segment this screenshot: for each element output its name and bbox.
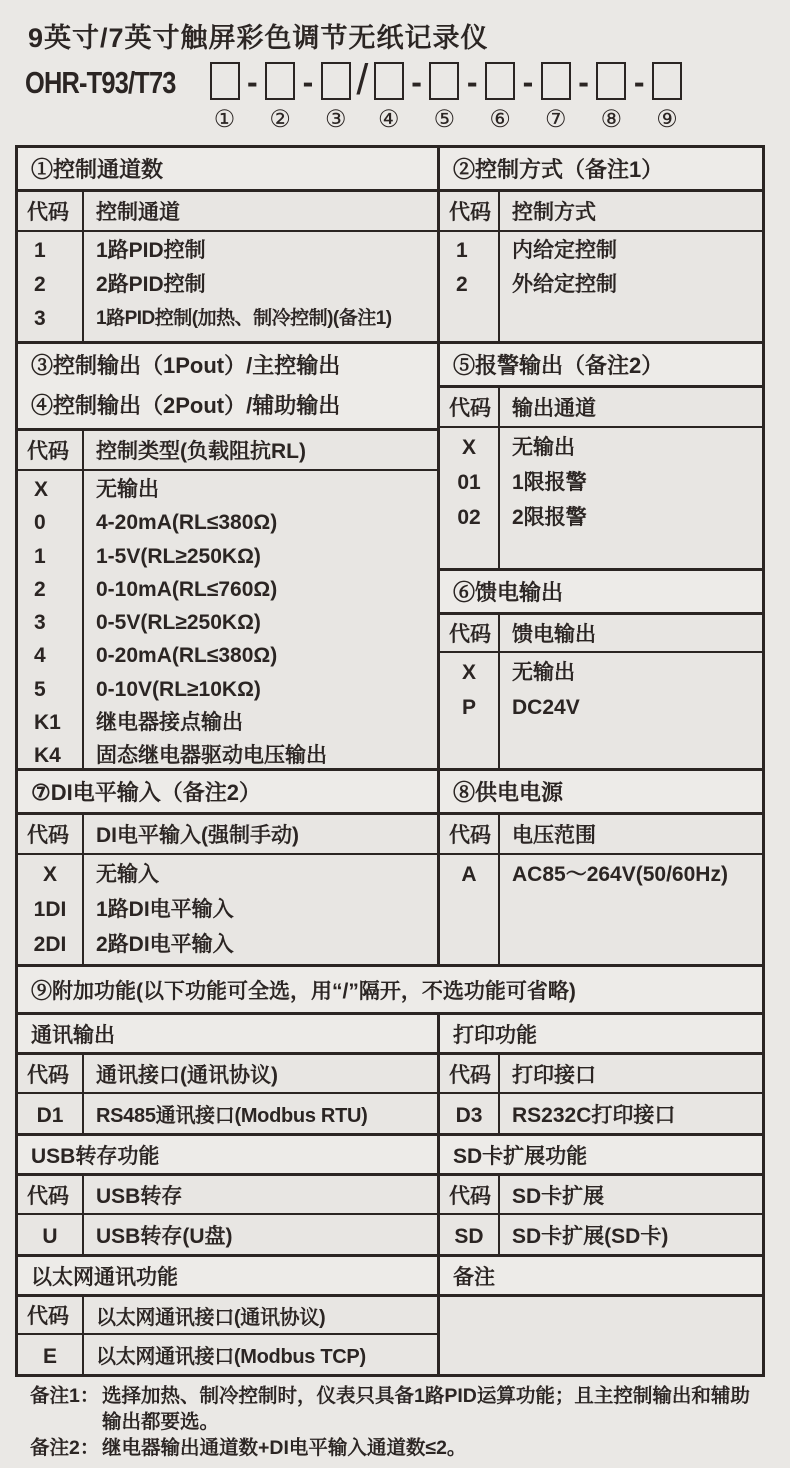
section-2-title: ②控制方式（备注1） <box>440 148 762 192</box>
desc-column <box>84 855 437 964</box>
section-2-rows <box>440 232 762 341</box>
model-box <box>374 62 404 100</box>
section-1 <box>18 148 440 341</box>
code-value: K4 <box>34 744 61 768</box>
desc-column <box>84 1094 437 1133</box>
section-sd <box>440 1136 762 1254</box>
note-1 <box>30 1383 765 1435</box>
desc-value: 1-5V(RL≥250KΩ) <box>96 544 261 568</box>
section-7-title: ⑦DI电平输入（备注2） <box>18 771 437 815</box>
section-6-rows <box>440 653 762 768</box>
desc-value: 0-20mA(RL≤380Ω) <box>96 644 278 668</box>
code-value: A <box>461 863 477 886</box>
section-ethernet <box>18 1257 440 1374</box>
desc-value: SD卡扩展(SD卡) <box>512 1225 669 1248</box>
section-8-rows <box>440 855 762 964</box>
model-separator-dash: - <box>411 63 422 100</box>
section-usb <box>18 1136 440 1254</box>
code-value: P <box>461 696 476 719</box>
note-2 <box>30 1435 765 1461</box>
section-5-column-headers <box>440 388 762 428</box>
sd-rows <box>440 1215 762 1254</box>
section-5-rows <box>440 428 762 568</box>
code-value: X <box>34 478 49 501</box>
desc-header: 打印接口 <box>512 1063 596 1087</box>
code-column <box>18 1335 84 1374</box>
desc-header: 输出通道 <box>512 397 596 420</box>
model-box <box>652 62 682 100</box>
code-column <box>440 855 500 964</box>
code-value: D3 <box>455 1104 483 1127</box>
model-separator-dash: - <box>247 63 258 100</box>
section-remark <box>440 1257 762 1374</box>
desc-header: USB转存 <box>96 1184 183 1208</box>
desc-value: 无输出 <box>96 478 159 501</box>
desc-column <box>500 1094 762 1133</box>
code-header: 代码 <box>18 1297 84 1333</box>
desc-value: RS232C打印接口 <box>512 1104 676 1127</box>
ethernet-rows <box>18 1335 437 1374</box>
desc-column <box>84 1335 437 1374</box>
page-title: 9英寸/7英寸触屏彩色调节无纸记录仪 <box>28 23 489 53</box>
desc-value: 1路DI电平输入 <box>96 898 234 921</box>
desc-value: 固态继电器驱动电压输出 <box>96 744 327 768</box>
desc-column <box>500 232 762 341</box>
band-usb-sd <box>18 1133 762 1254</box>
remark-empty-cell <box>440 1297 762 1374</box>
code-column <box>440 653 500 768</box>
ethernet-column-headers <box>18 1297 437 1335</box>
comm-column-headers <box>18 1055 437 1094</box>
desc-value: 1限报警 <box>512 471 587 494</box>
band-sections-3-6 <box>18 341 762 768</box>
band-eth-remark <box>18 1254 762 1374</box>
model-box <box>485 62 515 100</box>
code-value: 4 <box>34 644 46 668</box>
model-box <box>321 62 351 100</box>
code-value: 1 <box>34 239 46 262</box>
code-value: 2DI <box>33 933 67 956</box>
section-6-column-headers <box>440 615 762 653</box>
code-value: 1 <box>456 239 468 262</box>
desc-value: AC85～264V(50/60Hz) <box>512 863 728 886</box>
band-sections-7-8 <box>18 768 762 964</box>
desc-value: 0-5V(RL≥250KΩ) <box>96 611 261 635</box>
code-header: 代码 <box>18 431 84 469</box>
position-number: ⑥ <box>489 106 511 133</box>
band-section-9 <box>18 964 762 1012</box>
section-8 <box>440 771 762 964</box>
code-column <box>18 1215 84 1254</box>
desc-header: 控制类型(负载阻抗RL) <box>96 440 306 463</box>
comm-title: 通讯输出 <box>18 1015 437 1055</box>
desc-header: 通讯接口(通讯协议) <box>96 1063 278 1087</box>
section-5-6 <box>440 344 762 768</box>
desc-header: DI电平输入(强制手动) <box>96 824 299 847</box>
code-header: 代码 <box>18 815 84 853</box>
code-value: D1 <box>36 1104 64 1127</box>
code-column <box>440 1094 500 1133</box>
desc-value: 无输出 <box>512 436 575 459</box>
model-unit-4 <box>373 62 404 133</box>
usb-title: USB转存功能 <box>18 1136 437 1176</box>
model-box <box>541 62 571 100</box>
position-number: ④ <box>378 106 400 133</box>
desc-value: 1路PID控制(加热、制冷控制)(备注1) <box>96 308 392 329</box>
note-label: 备注1： <box>30 1385 100 1407</box>
note-text: 继电器输出通道数+DI电平输入通道数≤2。 <box>102 1437 467 1459</box>
model-separator-dash: - <box>522 63 534 100</box>
code-column <box>18 1094 84 1133</box>
section-3-4-title <box>18 344 437 431</box>
model-unit-6 <box>485 62 516 133</box>
desc-header: SD卡扩展 <box>512 1184 605 1208</box>
desc-value: DC24V <box>512 696 580 719</box>
print-column-headers <box>440 1055 762 1094</box>
usb-rows <box>18 1215 437 1254</box>
section-comm <box>18 1015 440 1133</box>
code-column <box>18 855 84 964</box>
desc-column <box>84 471 437 768</box>
code-header: 代码 <box>440 192 500 230</box>
code-value: 2 <box>456 273 468 296</box>
code-column <box>440 232 500 341</box>
desc-value: 内给定控制 <box>512 239 617 262</box>
ethernet-title: 以太网通讯功能 <box>18 1257 437 1297</box>
code-header: 代码 <box>440 815 500 853</box>
model-code-line <box>25 55 689 133</box>
position-number: ⑦ <box>544 106 567 133</box>
desc-value: 继电器接点输出 <box>96 711 243 735</box>
code-column <box>18 471 84 768</box>
model-box <box>429 62 459 100</box>
desc-column <box>500 1215 762 1254</box>
code-value: SD <box>454 1225 484 1248</box>
desc-value: 2限报警 <box>512 506 587 529</box>
section-7-rows <box>18 855 437 964</box>
code-column <box>440 1215 500 1254</box>
band-comm-print <box>18 1012 762 1133</box>
code-header: 代码 <box>18 1176 84 1213</box>
section-3-4 <box>18 344 440 768</box>
position-number: ① <box>213 106 236 133</box>
desc-column <box>500 653 762 768</box>
sd-title: SD卡扩展功能 <box>440 1136 762 1176</box>
code-value: X <box>461 436 476 459</box>
section-9-title: ⑨附加功能(以下功能可全选，用“/”隔开，不选功能可省略) <box>18 967 762 1012</box>
code-column <box>18 232 84 341</box>
position-number: ⑤ <box>433 106 456 133</box>
sd-column-headers <box>440 1176 762 1215</box>
section-print <box>440 1015 762 1133</box>
code-value: X <box>461 661 476 684</box>
model-separator-dash: - <box>633 63 645 100</box>
section-3-4-rows <box>18 471 437 768</box>
model-box <box>596 62 626 100</box>
code-value: X <box>42 863 57 886</box>
section-2 <box>440 148 762 341</box>
position-number: ⑨ <box>656 106 678 133</box>
code-header: 代码 <box>18 192 84 230</box>
section-8-title: ⑧供电电源 <box>440 771 762 815</box>
desc-header: 控制通道 <box>96 201 180 224</box>
note-label: 备注2： <box>30 1437 100 1459</box>
model-unit-8 <box>596 62 627 133</box>
desc-column <box>500 855 762 964</box>
spec-table <box>15 145 765 1377</box>
model-separator-dash: - <box>466 63 478 100</box>
code-header: 代码 <box>18 1055 84 1092</box>
model-box <box>210 62 240 100</box>
section-3-4-column-headers <box>18 431 437 471</box>
code-value: K1 <box>34 711 61 735</box>
section-3-title: ③控制输出（1Pout）/主控输出 <box>31 353 341 378</box>
note-text: 选择加热、制冷控制时，仪表只具备1路PID运算功能；且主控制输出和辅助输出都要选。 <box>102 1385 750 1433</box>
code-value: 0 <box>34 511 46 535</box>
section-8-column-headers <box>440 815 762 855</box>
desc-value: 无输入 <box>96 863 159 886</box>
position-number: ② <box>269 106 291 133</box>
code-value: E <box>42 1345 57 1368</box>
code-value: 3 <box>34 307 46 330</box>
print-rows <box>440 1094 762 1133</box>
code-value: 3 <box>34 611 46 635</box>
position-number: ③ <box>325 106 347 133</box>
section-7-column-headers <box>18 815 437 855</box>
code-header: 代码 <box>440 615 500 651</box>
desc-value: 外给定控制 <box>512 273 617 296</box>
code-value: 2 <box>34 273 46 296</box>
desc-column <box>84 232 437 341</box>
code-value: U <box>42 1225 58 1248</box>
code-value: 5 <box>34 677 46 701</box>
desc-column <box>500 428 762 568</box>
code-value: 1DI <box>33 898 67 921</box>
desc-value: 2路PID控制 <box>96 273 206 296</box>
desc-value: 0-10V(RL≥10KΩ) <box>96 677 261 701</box>
model-unit-3 <box>320 62 351 133</box>
model-unit-2 <box>265 62 296 133</box>
section-1-title: ①控制通道数 <box>18 148 437 192</box>
desc-header: 馈电输出 <box>512 623 596 646</box>
remark-title: 备注 <box>440 1257 762 1297</box>
desc-column <box>84 1215 437 1254</box>
desc-value: RS485通讯接口(Modbus RTU) <box>96 1105 368 1127</box>
desc-value: 2路DI电平输入 <box>96 933 234 956</box>
code-header: 代码 <box>440 388 500 426</box>
code-header: 代码 <box>440 1176 500 1213</box>
desc-value: 以太网通讯接口(Modbus TCP) <box>96 1346 366 1368</box>
model-separator-dash: - <box>302 63 314 100</box>
comm-rows <box>18 1094 437 1133</box>
section-5-title: ⑤报警输出（备注2） <box>440 344 762 388</box>
desc-header: 以太网通讯接口(通讯协议) <box>96 1306 326 1329</box>
code-value: 01 <box>457 471 481 494</box>
code-value: 1 <box>34 544 46 568</box>
model-separator-dash: - <box>578 63 589 100</box>
desc-header: 控制方式 <box>512 201 596 224</box>
model-box <box>265 62 295 100</box>
code-header: 代码 <box>440 1055 500 1092</box>
section-7 <box>18 771 440 964</box>
position-number: ⑧ <box>600 106 623 133</box>
section-4-title: ④控制输出（2Pout）/辅助输出 <box>31 393 341 418</box>
model-separator-slash: / <box>356 55 369 104</box>
usb-column-headers <box>18 1176 437 1215</box>
desc-value: 1路PID控制 <box>96 239 206 262</box>
code-column <box>440 428 500 568</box>
band-sections-1-2 <box>18 148 762 341</box>
desc-value: 无输出 <box>512 661 575 684</box>
model-unit-7 <box>540 62 571 133</box>
model-unit-1 <box>209 62 240 133</box>
code-value: 02 <box>457 506 481 529</box>
desc-value: USB转存(U盘) <box>96 1225 233 1248</box>
desc-value: 4-20mA(RL≤380Ω) <box>96 511 278 535</box>
section-1-rows <box>18 232 437 341</box>
section-2-column-headers <box>440 192 762 232</box>
desc-value: 0-10mA(RL≤760Ω) <box>96 577 278 601</box>
model-unit-9 <box>652 62 683 133</box>
footer-notes <box>30 1383 765 1461</box>
print-title: 打印功能 <box>440 1015 762 1055</box>
code-value: 2 <box>34 577 46 601</box>
model-prefix: OHR-T93/T73 <box>25 65 176 100</box>
model-unit-5 <box>429 62 460 133</box>
desc-header: 电压范围 <box>512 824 596 847</box>
section-1-column-headers <box>18 192 437 232</box>
section-6-title: ⑥馈电输出 <box>440 568 762 615</box>
